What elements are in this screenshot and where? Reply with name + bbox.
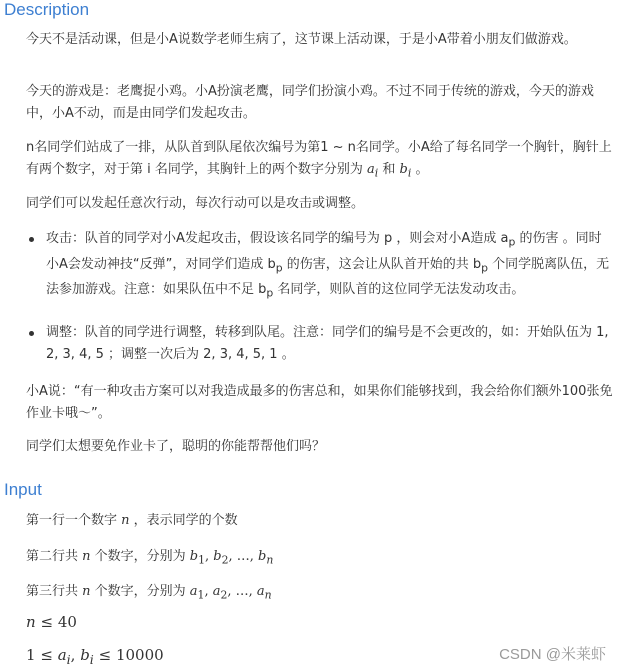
math-a: a: [500, 231, 509, 246]
math-ellipsis: …: [236, 549, 250, 564]
text: 调整：队首的同学进行调整，转移到队尾。注意：同学们的编号是不会更改的，如：开始队伍为: [46, 325, 597, 340]
math-ellipsis: …: [235, 584, 249, 599]
math-sub: n: [266, 553, 274, 567]
text: 。: [277, 347, 295, 362]
math-b: b: [399, 162, 408, 177]
paragraph-game: 今天的游戏是：老鹰捉小鸡。小A扮演老鹰，同学们扮演小鸡。不过不同于传统的游戏，今天的游戏中，小A不动，而是由同学们发起攻击。: [26, 84, 594, 121]
math-number: 40: [57, 613, 77, 631]
math-a: a: [367, 162, 375, 177]
text: 。: [411, 162, 429, 177]
math-sub: p: [481, 261, 489, 275]
list-item-adjust: [26, 322, 614, 366]
text: 名同学，则队首的这位同学无法发动攻击。: [273, 282, 525, 298]
text: n名同学们站成了一排，从队首到队尾依次编号为第1 ~ n名同学。小A给了每名同学一个胸针，胸针上有两个数字，对于第 i 名同学，其胸针上的两个数字分别为: [26, 140, 612, 177]
math-leq: ≤: [40, 646, 53, 664]
constraint-n: [26, 613, 77, 631]
math-sub: i: [374, 166, 379, 180]
constraint-ab: $1 \le a_i$, $b_i \le 10000$: [26, 646, 164, 667]
math-sequence: 1, 2, 3, 4, 5: [46, 325, 609, 362]
math-sub: 2: [220, 588, 228, 602]
input-line-1: [26, 509, 238, 528]
text: 个同学脱离队伍，无法参加游戏。注意：如果队伍中不足: [46, 256, 610, 298]
math-b: b: [258, 549, 267, 564]
math-b: b: [213, 549, 222, 564]
math-sub: p: [508, 235, 516, 249]
math-sub: i: [407, 166, 412, 180]
input-heading: Input: [4, 480, 42, 499]
text: 攻击：队首的同学对小A发起攻击，假设该名同学的编号为: [46, 231, 385, 246]
text: 个数字，分别为: [90, 549, 190, 564]
math-n: n: [82, 549, 91, 564]
text: 的伤害，这会让从队首开始的共: [282, 256, 473, 272]
text: 第一行一个数字: [26, 513, 122, 528]
paragraph-actions: 同学们可以发起任意次行动，每次行动可以是攻击或调整。: [26, 196, 365, 211]
csdn-watermark: CSDN @米莱虾: [499, 646, 606, 663]
math-leq: ≤: [98, 646, 112, 664]
math-sub: 1: [198, 553, 205, 567]
text: 和: [378, 162, 400, 177]
bullet-icon: [29, 331, 34, 336]
text: ，表示同学的个数: [129, 513, 238, 528]
math-sequence: 2, 3, 4, 5, 1: [203, 347, 278, 362]
list-item-attack: [26, 228, 614, 305]
bullet-icon: [29, 237, 34, 242]
text: ，则会对小A造成: [392, 231, 501, 246]
math-b: b: [189, 549, 199, 564]
paragraph-pins: [26, 137, 616, 185]
input-line-2: 第二行共 n 个数字，分别为 $b_1$, $b_2$, …, $b_n$: [26, 549, 274, 567]
action-list: [26, 228, 614, 305]
math-sub: 1: [197, 588, 205, 602]
math-n: n: [82, 584, 91, 599]
math-n: n: [26, 613, 36, 631]
action-list: [26, 322, 614, 366]
math-sub: n: [264, 588, 272, 602]
math-sub: p: [275, 261, 283, 275]
text: 个数字，分别为: [90, 584, 190, 599]
math-number: 1: [26, 646, 36, 664]
text: ；调整一次后为: [103, 347, 204, 362]
math-sub: i: [66, 652, 71, 667]
math-a: a: [57, 646, 67, 664]
math-leq: ≤: [40, 613, 54, 631]
text: 第二行共: [26, 549, 83, 564]
paragraph-offer: 小A说：“有一种攻击方案可以对我造成最多的伤害总和，如果你们能够找到，我会给你们额外100张免作业卡哦～”。: [26, 384, 613, 421]
math-number: 10000: [115, 646, 164, 664]
math-sub: i: [89, 652, 94, 667]
math-a: a: [212, 584, 221, 599]
math-n: n: [121, 513, 130, 528]
math-b: b: [80, 646, 90, 664]
math-sub: p: [266, 286, 274, 300]
math-sub: 2: [221, 553, 229, 567]
text: 的伤害 。同时小A会发动神技“反弹”，对同学们造成: [46, 231, 602, 272]
paragraph-intro: 今天不是活动课，但是小A说数学老师生病了，这节课上活动课，于是小A带着小朋友们做游戏。: [26, 32, 577, 47]
math-b: b: [258, 282, 267, 298]
math-p: p: [384, 231, 393, 246]
math-b: b: [472, 256, 482, 272]
text: 第三行共: [26, 584, 83, 599]
math-b: b: [267, 256, 276, 272]
description-heading: Description: [4, 0, 90, 19]
paragraph-question: 同学们太想要免作业卡了，聪明的你能帮帮他们吗？: [26, 439, 326, 454]
math-a: a: [189, 584, 198, 599]
math-a: a: [256, 584, 265, 599]
input-line-3: 第三行共 n 个数字，分别为 $a_1$, $a_2$, …, $a_n$: [26, 584, 272, 602]
